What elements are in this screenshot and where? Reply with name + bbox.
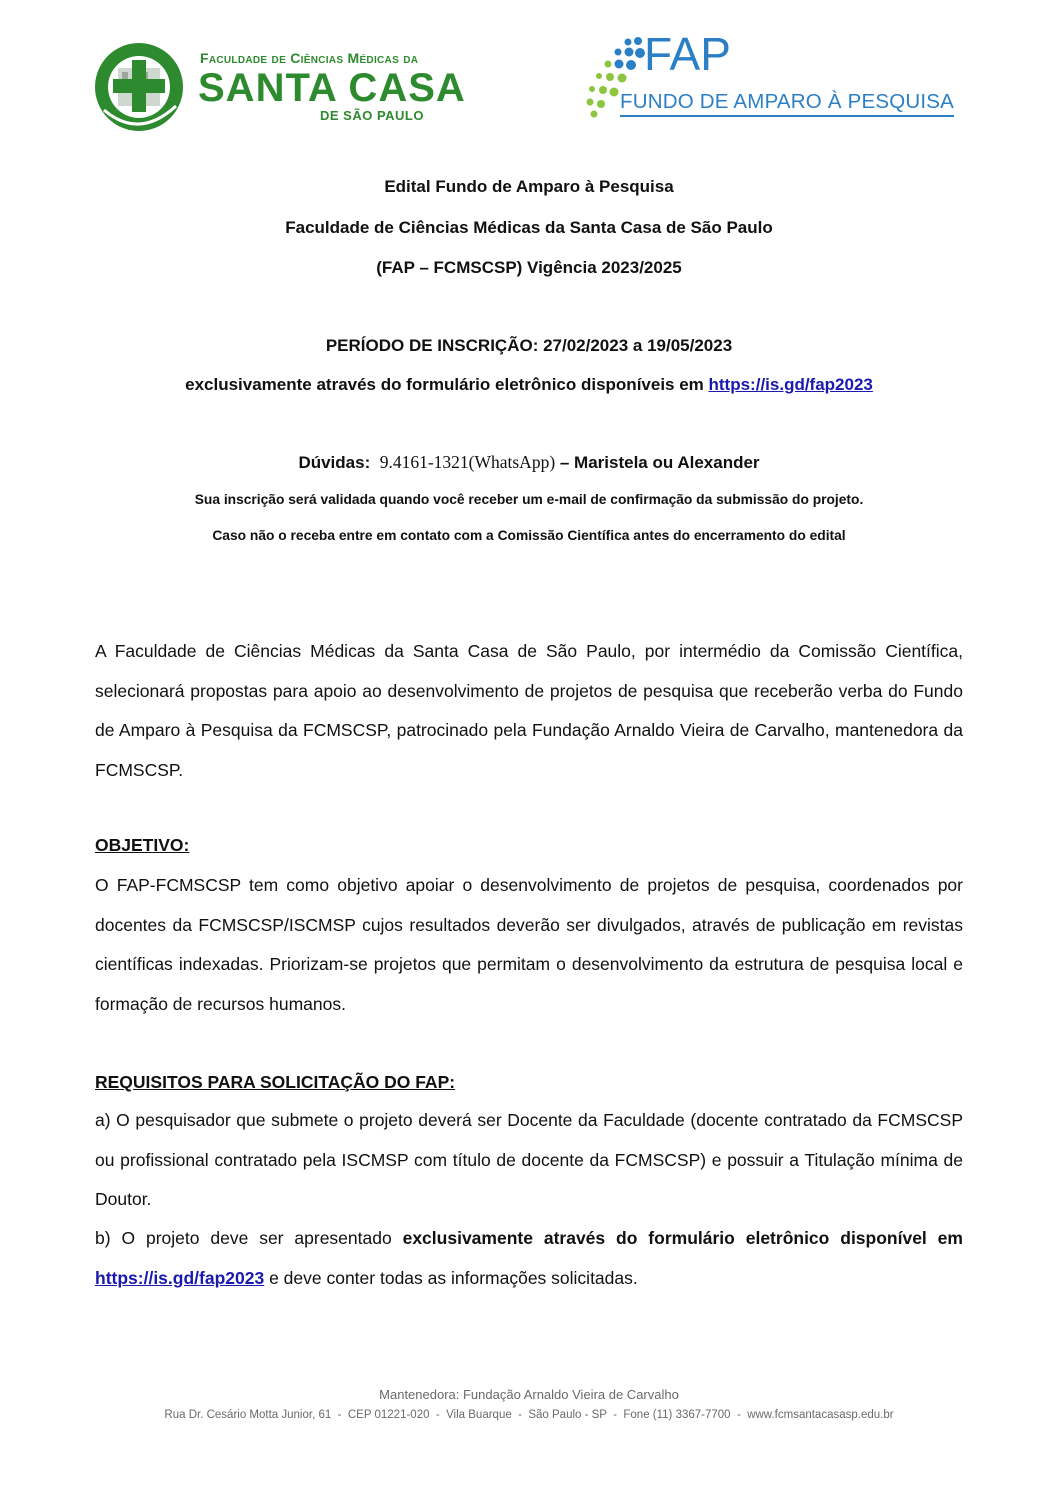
fap-fullname: FUNDO DE AMPARO À PESQUISA	[620, 89, 954, 117]
requirement-b-bold: exclusivamente através do formulário eletrônico disponível em	[402, 1228, 963, 1248]
requirement-b-prefix: b) O projeto deve ser apresentado	[95, 1228, 403, 1248]
form-link[interactable]: https://is.gd/fap2023	[708, 375, 873, 394]
requirement-b-suffix: e deve conter todas as informações solicitadas.	[264, 1267, 638, 1288]
objective-paragraph: O FAP-FCMSCSP tem como objetivo apoiar o desenvolvimento de projetos de pesquisa, coordenados por docentes da FCMSCSP/ISCMSP cujos resultados deverão ser divulgados, através de publicação em revistas científicas indexadas. Priorizam-se projetos que permitam o desenvolvimento da estrutura de pesquisa local e formação de recursos humanos.	[95, 875, 963, 1014]
doubts-phone: 9.4161-1321(WhatsApp)	[379, 452, 556, 472]
registration-period: PERÍODO DE INSCRIÇÃO: 27/02/2023 a 19/05/2023	[325, 336, 733, 355]
santa-casa-line2: SANTA CASA	[198, 66, 466, 110]
fap-acronym: FAP	[644, 28, 731, 80]
santa-casa-line3: DE SÃO PAULO	[320, 108, 424, 123]
title-line3: (FAP – FCMSCSP) Vigência 2023/2025	[376, 258, 682, 277]
intro-paragraph: A Faculdade de Ciências Médicas da Santa Casa de São Paulo, por intermédio da Comissão Científica, selecionará propostas para apoio ao desenvolvimento de projetos de pesquisa que receberão verba do Fundo de Amparo à Pesquisa da FCMSCSP, patrocinado pela Fundação Arnaldo Vieira de Carvalho, mantenedora da FCMSCSP.	[95, 641, 963, 780]
doubts-label: Dúvidas:	[298, 453, 371, 472]
doubts-contacts: – Maristela ou Alexander	[559, 453, 760, 472]
requirement-b-link[interactable]: https://is.gd/fap2023	[95, 1267, 265, 1288]
validation-note: Sua inscrição será validada quando você receber um e-mail de confirmação da submissão do projeto.	[194, 492, 864, 507]
requirements-heading: REQUISITOS PARA SOLICITAÇÃO DO FAP:	[95, 1072, 456, 1092]
footer-address: Rua Dr. Cesário Motta Junior, 61 - CEP 01221-020 - Vila Buarque - São Paulo - SP - Fone (11) 3367-7700 - www.fcmsantacasasp.edu.br	[164, 1409, 894, 1421]
contact-note: Caso não o receba entre em contato com a Comissão Científica antes do encerramento do edital	[212, 528, 846, 543]
title-line1: Edital Fundo de Amparo à Pesquisa	[384, 177, 674, 196]
fap-logo	[584, 28, 955, 124]
form-availability-text: exclusivamente através do formulário eletrônico disponíveis em	[185, 375, 709, 394]
doubts-line	[0, 452, 1058, 473]
footer-maintainer: Mantenedora: Fundação Arnaldo Vieira de Carvalho	[379, 1387, 679, 1402]
requirement-a: a) O pesquisador que submete o projeto deverá ser Docente da Faculdade (docente contratado da FCMSCSP ou profissional contratado pela ISCMSP com título de docente da FCMSCSP) e possuir a Titulação mínima de Doutor.	[95, 1110, 963, 1209]
title-line2: Faculdade de Ciências Médicas da Santa Casa de São Paulo	[285, 218, 773, 237]
santa-casa-line1: Faculdade de Ciências Médicas da	[200, 50, 419, 66]
requirement-b	[95, 1219, 963, 1298]
santa-casa-logo	[92, 40, 466, 135]
objective-heading: OBJETIVO:	[95, 835, 190, 855]
form-availability	[0, 375, 1058, 395]
